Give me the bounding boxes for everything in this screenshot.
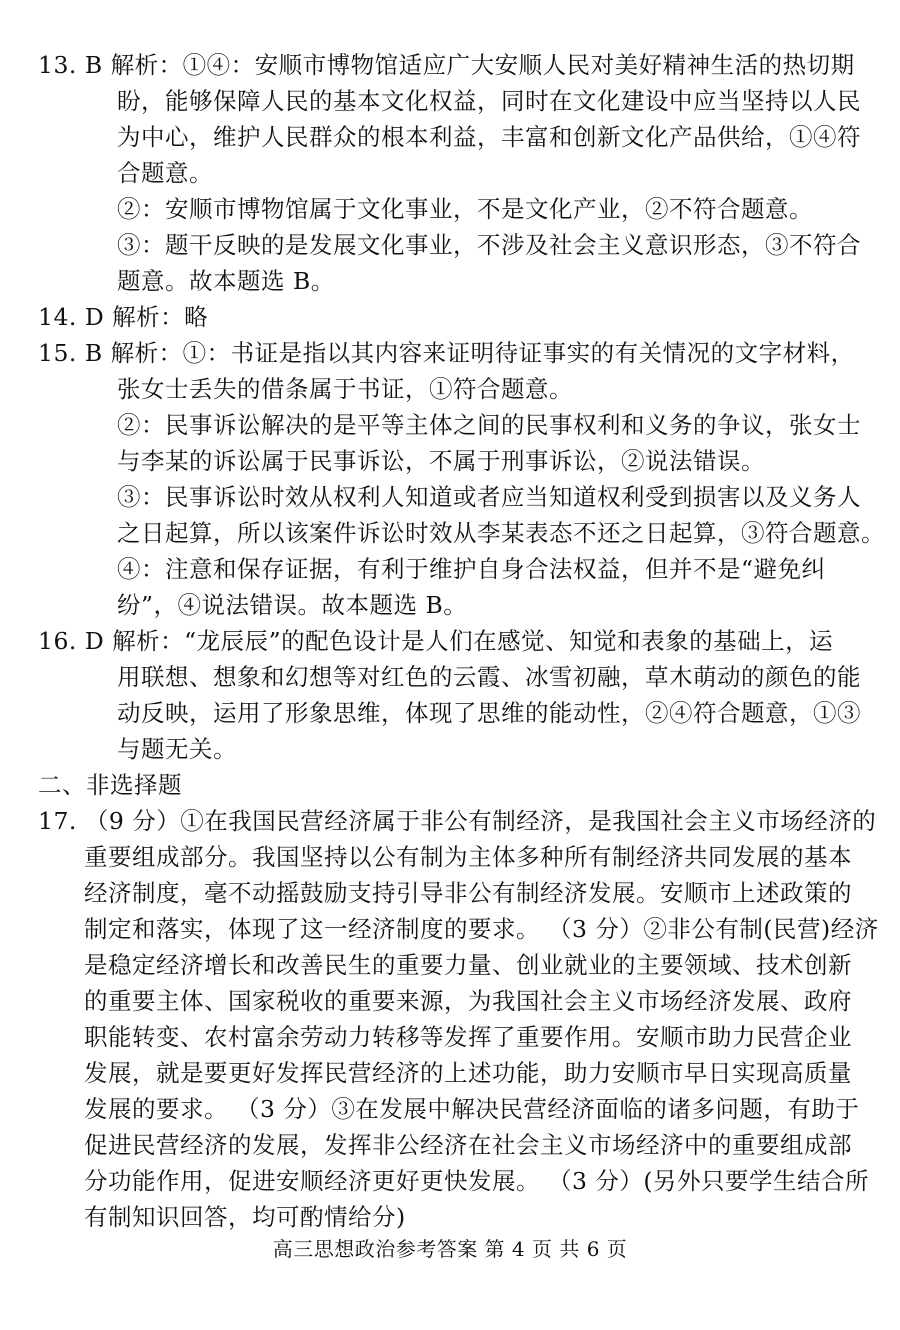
text-line: 是稳定经济增长和改善民生的重要力量、创业就业的主要领域、技术创新 bbox=[84, 951, 852, 979]
text-line: 职能转变、农村富余劳动力转移等发挥了重要作用。安顺市助力民营企业 bbox=[84, 1023, 852, 1051]
text-line: 与李某的诉讼属于民事诉讼，不属于刑事诉讼，②说法错误。 bbox=[117, 447, 765, 475]
text-line: 张女士丢失的借条属于书证，①符合题意。 bbox=[117, 375, 573, 403]
text-line: 之日起算，所以该案件诉讼时效从李某表态不还之日起算，③符合题意。 bbox=[117, 519, 885, 547]
text-line: 14. D 解析：略 bbox=[38, 303, 209, 331]
text-line: 16. D 解析：“龙辰辰”的配色设计是人们在感觉、知觉和表象的基础上，运 bbox=[38, 627, 834, 655]
text-line: 17. （9 分）①在我国民营经济属于非公有制经济，是我国社会主义市场经济的 bbox=[38, 807, 877, 835]
text-line: ③：题干反映的是发展文化事业，不涉及社会主义意识形态，③不符合 bbox=[117, 231, 861, 259]
text-line: 盼，能够保障人民的基本文化权益，同时在文化建设中应当坚持以人民 bbox=[117, 87, 861, 115]
text-line: 促进民营经济的发展，发挥非公经济在社会主义市场经济中的重要组成部 bbox=[84, 1131, 852, 1159]
text-line: 题意。故本题选 B。 bbox=[117, 267, 335, 295]
text-line: 15. B 解析：①：书证是指以其内容来证明待证事实的有关情况的文字材料， bbox=[38, 339, 855, 367]
text-line: 与题无关。 bbox=[117, 735, 237, 763]
text-line: 13. B 解析：①④：安顺市博物馆适应广大安顺人民对美好精神生活的热切期 bbox=[38, 51, 855, 79]
text-line: 发展的要求。 （3 分）③在发展中解决民营经济面临的诸多问题，有助于 bbox=[84, 1095, 860, 1123]
text-line: ④：注意和保存证据，有利于维护自身合法权益，但并不是“避免纠 bbox=[117, 555, 826, 583]
text-line: 重要组成部分。我国坚持以公有制为主体多种所有制经济共同发展的基本 bbox=[84, 843, 852, 871]
text-line: 动反映，运用了形象思维，体现了思维的能动性，②④符合题意，①③ bbox=[117, 699, 861, 727]
page-footer: 高三思想政治参考答案 第 4 页 共 6 页 bbox=[272, 1237, 628, 1261]
text-line: 用联想、想象和幻想等对红色的云霞、冰雪初融，草木萌动的颜色的能 bbox=[117, 663, 861, 691]
text-line: 合题意。 bbox=[117, 159, 213, 187]
text-line: 二、非选择题 bbox=[38, 771, 182, 799]
text-line: 分功能作用，促进安顺经济更好更快发展。 （3 分）(另外只要学生结合所 bbox=[84, 1167, 870, 1195]
text-line: 为中心，维护人民群众的根本利益，丰富和创新文化产品供给，①④符 bbox=[117, 123, 861, 151]
text-line: ②：安顺市博物馆属于文化事业，不是文化产业，②不符合题意。 bbox=[117, 195, 813, 223]
text-line: 纷”，④说法错误。故本题选 B。 bbox=[117, 591, 468, 619]
text-line: 有制知识回答，均可酌情给分) bbox=[84, 1203, 406, 1231]
text-line: 发展，就是要更好发挥民营经济的上述功能，助力安顺市早日实现高质量 bbox=[84, 1059, 852, 1087]
text-line: 的重要主体、国家税收的重要来源，为我国社会主义市场经济发展、政府 bbox=[84, 987, 852, 1015]
text-line: ②：民事诉讼解决的是平等主体之间的民事权利和义务的争议，张女士 bbox=[117, 411, 861, 439]
text-line: 经济制度，毫不动摇鼓励支持引导非公有制经济发展。安顺市上述政策的 bbox=[84, 879, 852, 907]
text-line: ③：民事诉讼时效从权利人知道或者应当知道权利受到损害以及义务人 bbox=[117, 483, 861, 511]
text-line: 制定和落实，体现了这一经济制度的要求。 （3 分）②非公有制(民营)经济 bbox=[84, 915, 879, 943]
